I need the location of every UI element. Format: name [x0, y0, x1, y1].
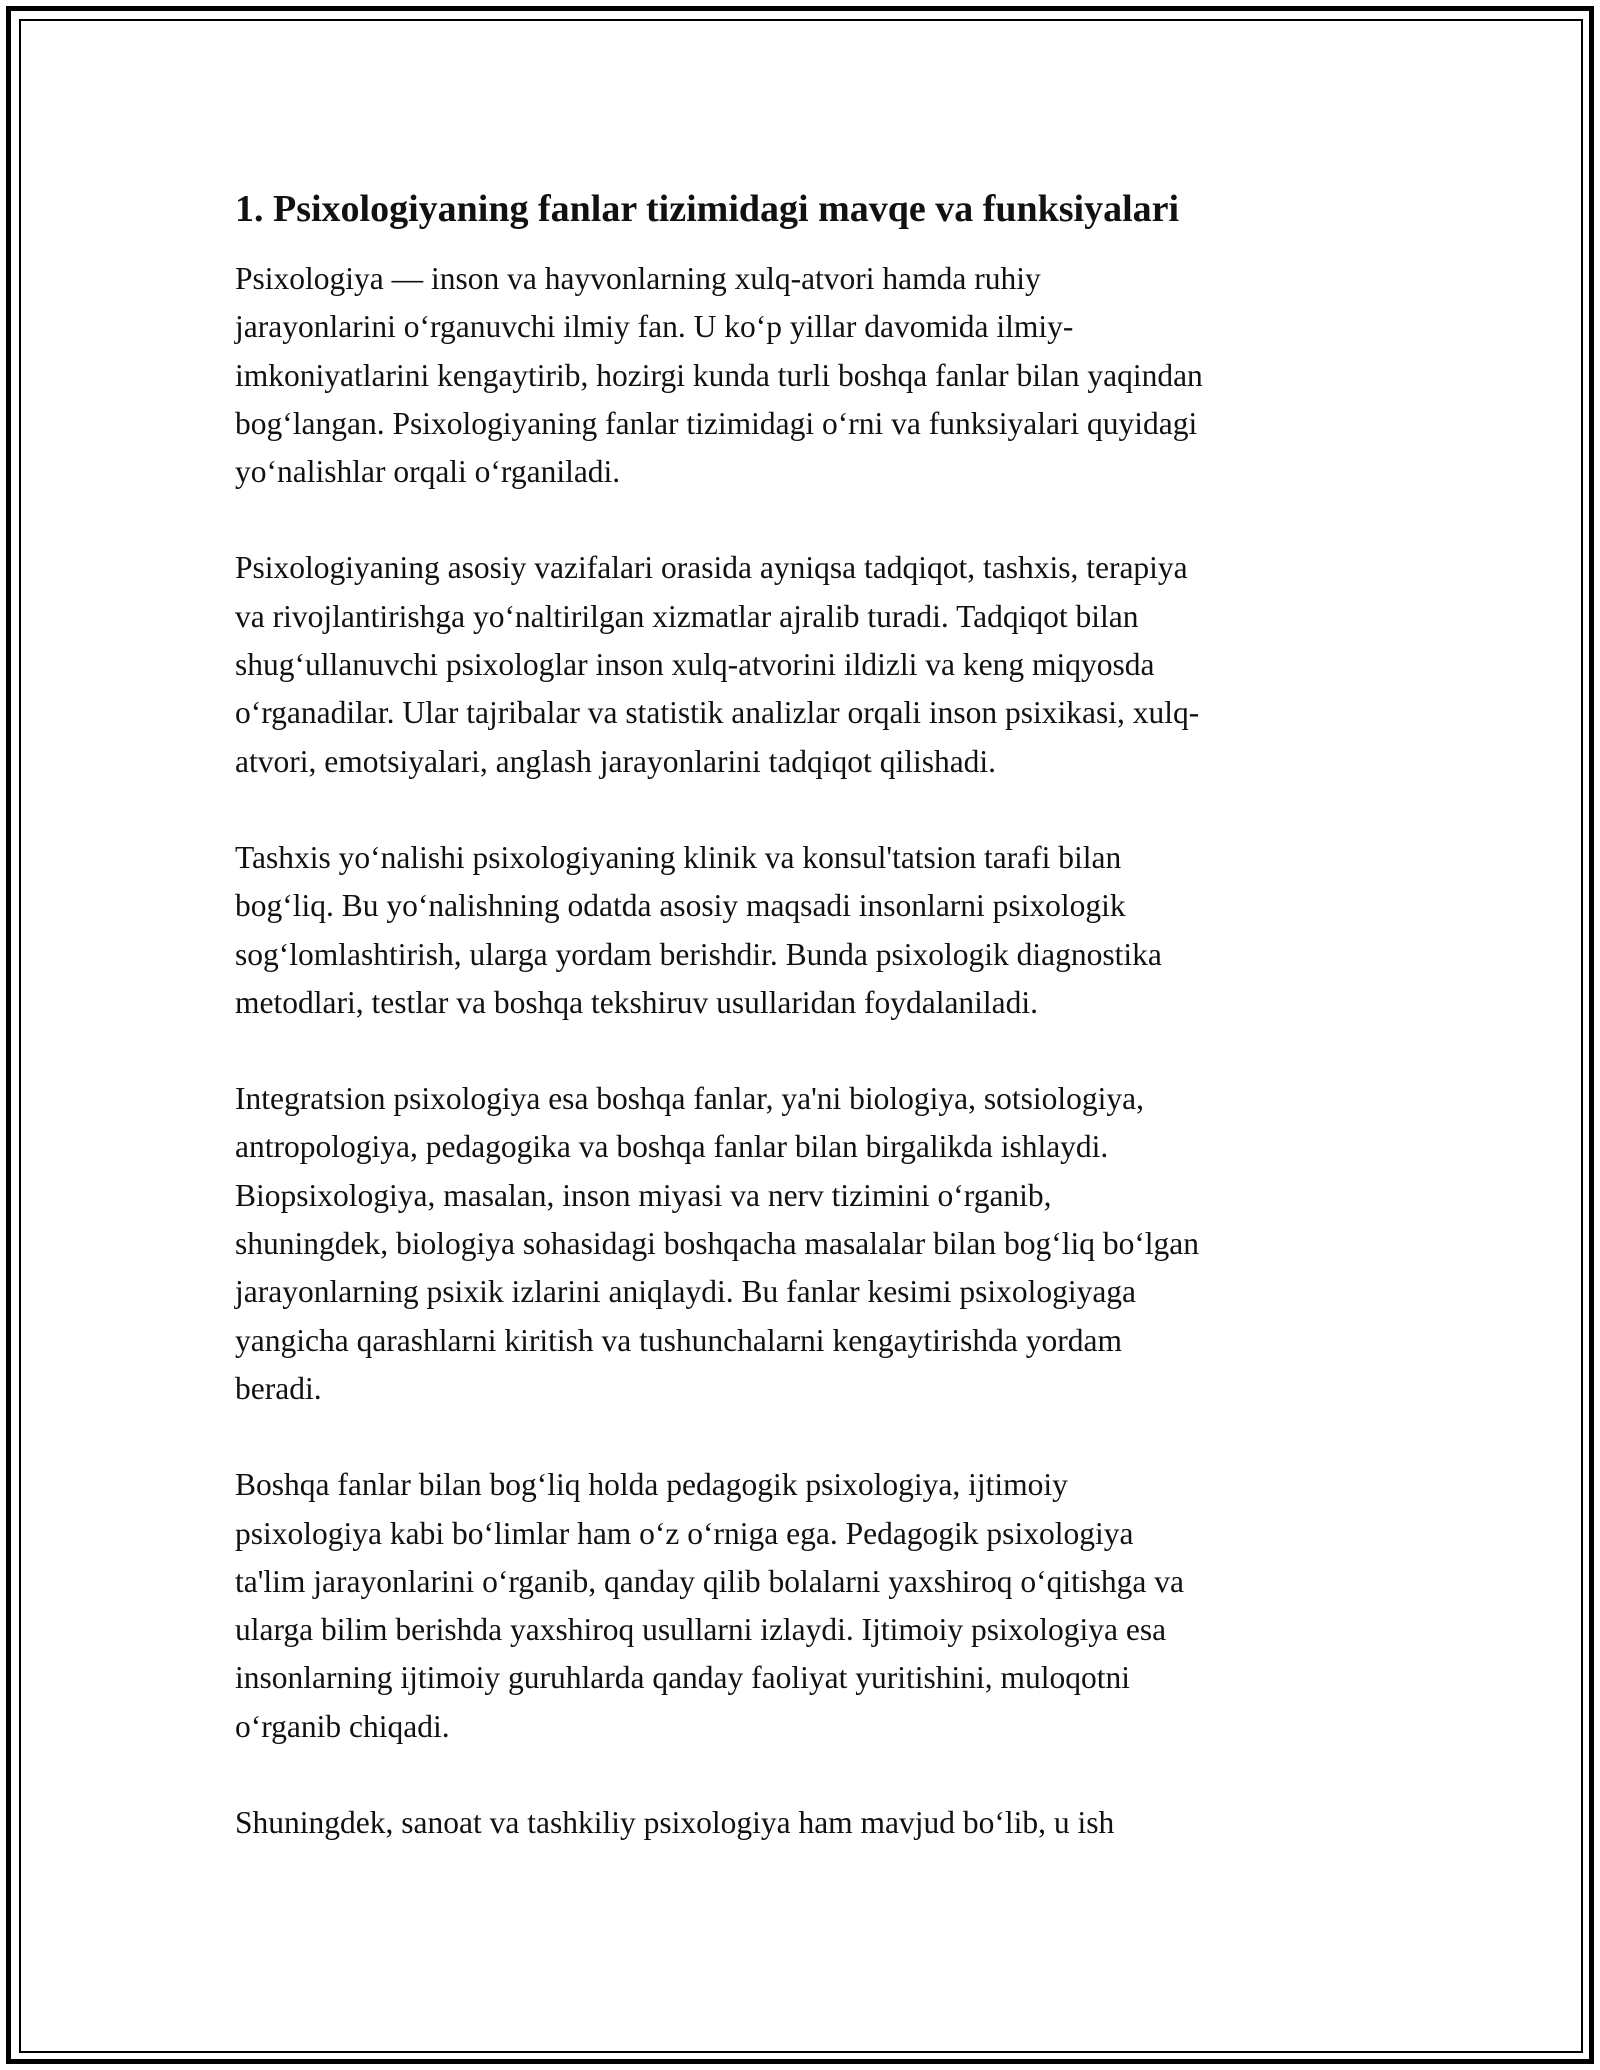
text-line: antropologiya, pedagogika va boshqa fanlar bilan birgalikda ishlaydi.	[235, 1129, 1109, 1165]
text-line: jarayonlarini o‘rganuvchi ilmiy fan. U ko‘p yillar davomida ilmiy-	[235, 309, 1074, 345]
text-line: bog‘langan. Psixologiyaning fanlar tizimidagi o‘rni va funksiyalari quyidagi	[235, 405, 1198, 441]
paragraph-industrial	[235, 1799, 1370, 1847]
text-line: metodlari, testlar va boshqa tekshiruv usullaridan foydalaniladi.	[235, 984, 1039, 1020]
text-line: ta'lim jarayonlarini o‘rganib, qanday qilib bolalarni yaxshiroq o‘qitishga va	[235, 1563, 1184, 1599]
paragraph-main-tasks	[235, 544, 1370, 785]
text-line: Biopsixologiya, masalan, inson miyasi va nerv tizimini o‘rganib,	[235, 1177, 1052, 1213]
text-line: shuningdek, biologiya sohasidagi boshqacha masalalar bilan bog‘liq bo‘lgan	[235, 1226, 1200, 1262]
text-line: o‘rganadilar. Ular tajribalar va statistik analizlar orqali inson psixikasi, xulq-	[235, 695, 1200, 731]
text-line: ularga bilim berishda yaxshiroq usullarni izlaydi. Ijtimoiy psixologiya esa	[235, 1612, 1167, 1648]
text-line: bog‘liq. Bu yo‘nalishning odatda asosiy maqsadi insonlarni psixologik	[235, 888, 1126, 924]
text-line: Psixologiya — inson va hayvonlarning xulq-atvori hamda ruhiy	[235, 261, 1041, 296]
text-line: shug‘ullanuvchi psixologlar inson xulq-atvorini ildizli va keng miqyosda	[235, 647, 1155, 683]
text-line: psixologiya kabi bo‘limlar ham o‘z o‘rniga ega. Pedagogik psixologiya	[235, 1515, 1134, 1551]
paragraph-integration	[235, 1075, 1370, 1413]
text-line: insonlarning ijtimoiy guruhlarda qanday faoliyat yuritishini, muloqotni	[235, 1660, 1130, 1696]
text-line: yangicha qarashlarni kiritish va tushunchalarni kengaytirishda yordam	[235, 1322, 1122, 1358]
paragraph-related-fields	[235, 1461, 1370, 1751]
section-heading: 1. Psixologiyaning fanlar tizimidagi mavqe va funksiyalari	[235, 188, 1180, 230]
text-line: beradi.	[235, 1370, 322, 1406]
text-line: va rivojlantirishga yo‘naltirilgan xizmatlar ajralib turadi. Tadqiqot bilan	[235, 598, 1139, 634]
text-line: o‘rganib chiqadi.	[235, 1708, 450, 1744]
text-line: atvori, emotsiyalari, anglash jarayonlarini tadqiqot qilishadi.	[235, 743, 997, 779]
text-line: yo‘nalishlar orqali o‘rganiladi.	[235, 454, 621, 490]
text-line: Psixologiyaning asosiy vazifalari orasida ayniqsa tadqiqot, tashxis, terapiya	[235, 550, 1188, 586]
text-line: Boshqa fanlar bilan bog‘liq holda pedagogik psixologiya, ijtimoiy	[235, 1467, 1068, 1503]
text-line: Integratsion psixologiya esa boshqa fanlar, ya'ni biologiya, sotsiologiya,	[235, 1081, 1144, 1117]
document-body	[235, 185, 1370, 1895]
paragraph-diagnosis	[235, 834, 1370, 1027]
text-line: Tashxis yo‘nalishi psixologiyaning klinik va konsul'tatsion tarafi bilan	[235, 839, 1122, 875]
text-line: imkoniyatlarini kengaytirib, hozirgi kunda turli boshqa fanlar bilan yaqindan	[235, 357, 1203, 393]
paragraph-introduction	[235, 255, 1370, 496]
text-line: Shuningdek, sanoat va tashkiliy psixologiya ham mavjud bo‘lib, u ish	[235, 1805, 1115, 1841]
text-line: sog‘lomlashtirish, ularga yordam berishdir. Bunda psixologik diagnostika	[235, 936, 1162, 972]
text-line: jarayonlarning psixik izlarini aniqlaydi. Bu fanlar kesimi psixologiyaga	[235, 1274, 1137, 1310]
